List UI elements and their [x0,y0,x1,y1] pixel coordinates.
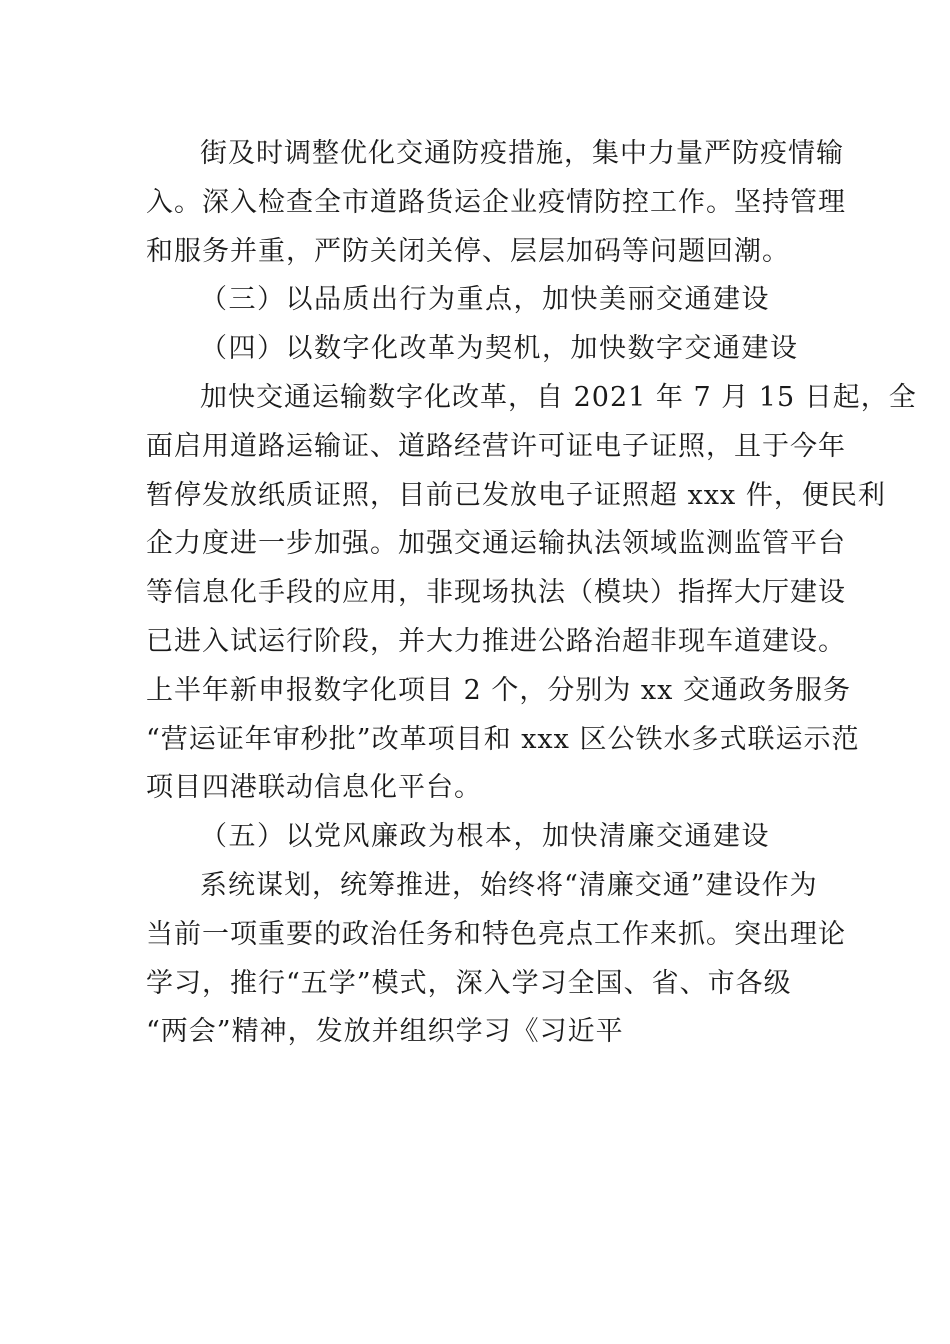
section-heading-5: （五）以党风廉政为根本，加快清廉交通建设 [200,821,770,853]
paragraph-line: 街及时调整优化交通防疫措施，集中力量严防疫情输 [200,138,844,169]
paragraph-line: “两会”精神，发放并组织学习《习近平 [146,1016,624,1048]
section-heading-4: （四）以数字化改革为契机，加快数字交通建设 [200,333,799,365]
paragraph-line: “营运证年审秒批”改革项目和 xxx 区公铁水多式联运示范 [146,723,860,755]
paragraph-line: 入。深入检查全市道路货运企业疫情防控工作。坚持管理 [146,186,846,218]
paragraph-line: 已进入试运行阶段，并大力推进公路治超非现车道建设。 [146,625,846,657]
paragraph-line: 企力度进一步加强。加强交通运输执法领域监测监管平台 [146,528,846,560]
paragraph-line: 等信息化手段的应用，非现场执法（模块）指挥大厅建设 [146,577,846,609]
section-heading-3: （三）以品质出行为重点，加快美丽交通建设 [200,284,770,316]
paragraph-line: 加快交通运输数字化改革，自 2021 年 7 月 15 日起，全 [200,381,917,413]
paragraph-line: 上半年新申报数字化项目 2 个，分别为 xx 交通政务服务 [146,674,851,706]
paragraph-line: 暂停发放纸质证照，目前已发放电子证照超 xxx 件，便民利 [146,479,886,511]
paragraph-line: 项目四港联动信息化平台。 [146,772,482,804]
paragraph-line: 当前一项重要的政治任务和特色亮点工作来抓。突出理论 [146,918,846,950]
paragraph-line: 系统谋划，统筹推进，始终将“清廉交通”建设作为 [200,869,818,901]
document-body [146,130,917,1057]
paragraph-line: 面启用道路运输证、道路经营许可证电子证照，且于今年 [146,430,846,462]
paragraph-line: 学习，推行“五学”模式，深入学习全国、省、市各级 [146,967,792,999]
paragraph-line: 和服务并重，严防关闭关停、层层加码等问题回潮。 [146,235,790,267]
